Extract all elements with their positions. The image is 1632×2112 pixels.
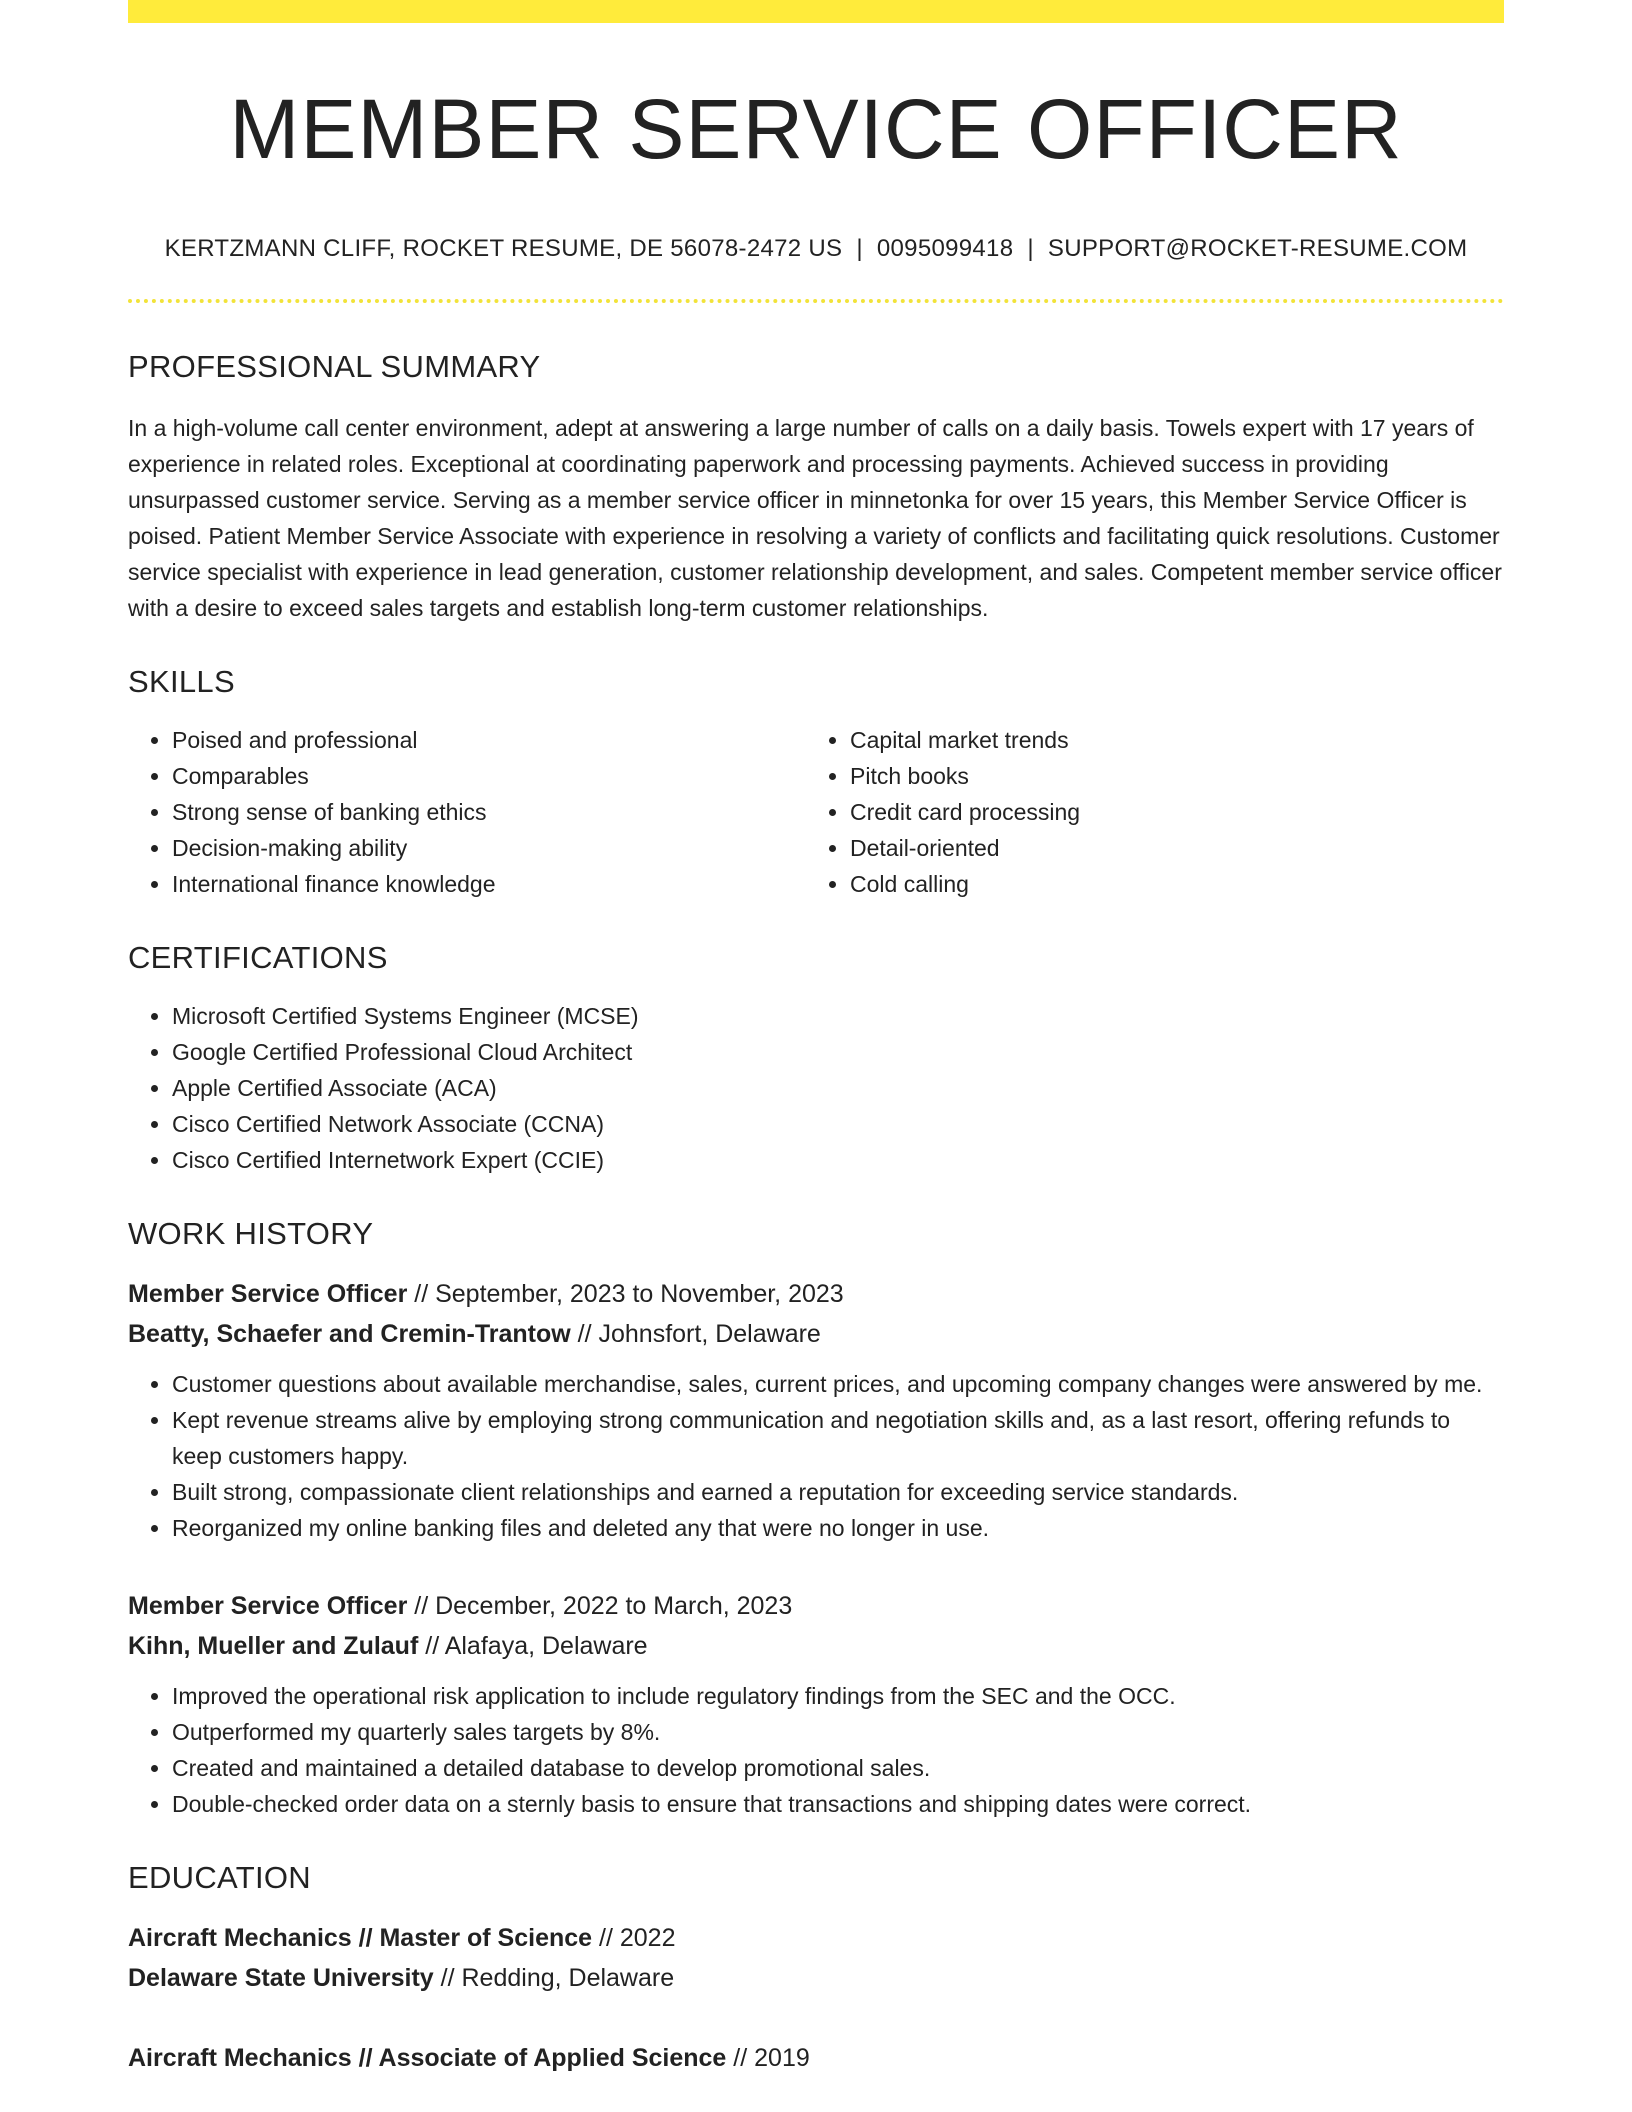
- job-company: Beatty, Schaefer and Cremin-Trantow: [128, 1320, 571, 1349]
- job-bullet: • Outperformed my quarterly sales targets by 8%.: [172, 1714, 1504, 1750]
- job-title-line: [128, 1274, 1504, 1314]
- job-bullet: • Built strong, compassionate client relationships and earned a reputation for exceeding service standards.: [172, 1474, 1504, 1510]
- education-entry: [128, 1918, 1504, 1998]
- education-school: Delaware State University: [128, 1964, 434, 1993]
- skill-item: • Comparables: [172, 758, 806, 794]
- education-year: // 2019: [733, 2044, 810, 2073]
- skill-item: • Decision-making ability: [172, 830, 806, 866]
- job-location: // Johnsfort, Delaware: [577, 1320, 821, 1349]
- job-dates: // December, 2022 to March, 2023: [414, 1592, 793, 1621]
- job-company: Kihn, Mueller and Zulauf: [128, 1632, 419, 1661]
- contact-separator: |: [1027, 235, 1034, 263]
- certification-item: • Microsoft Certified Systems Engineer (MCSE): [172, 998, 1504, 1034]
- resume-page: [128, 0, 1504, 2078]
- job-bullet: • Customer questions about available merchandise, sales, current prices, and upcoming company changes were answered by me.: [172, 1366, 1504, 1402]
- education-degree-line: [128, 2038, 1504, 2078]
- certification-item: • Google Certified Professional Cloud Architect: [172, 1034, 1504, 1070]
- job-company-line: [128, 1626, 1504, 1666]
- skill-item: • Poised and professional: [172, 722, 806, 758]
- contact-address: KERTZMANN CLIFF, ROCKET RESUME, DE 56078-2472 US: [164, 235, 843, 263]
- summary-text: In a high-volume call center environment, adept at answering a large number of calls on a daily basis. Towels expert with 17 years of experience in related roles. Exceptional at coordinating paperwork and processing payments. Achieved success in providing unsurpassed customer service. Serving as a member service officer in minnetonka for over 15 years, this Member Service Officer is poised. Patient Member Service Associate with experience in resolving a variety of conflicts and facilitating quick resolutions. Customer service specialist with experience in lead generation, customer relationship development, and sales. Competent member service officer with a desire to exceed sales targets and establish long-term customer relationships.: [128, 415, 1502, 622]
- job-dates: // September, 2023 to November, 2023: [414, 1280, 844, 1309]
- certification-item: • Cisco Certified Network Associate (CCNA): [172, 1106, 1504, 1142]
- job-bullet: • Reorganized my online banking files and deleted any that were no longer in use.: [172, 1510, 1504, 1546]
- job-bullets: [128, 1678, 1504, 1822]
- accent-bar: [128, 0, 1504, 23]
- job-company-line: [128, 1314, 1504, 1354]
- job-location: // Alafaya, Delaware: [425, 1632, 648, 1661]
- job-title: Member Service Officer: [128, 1280, 408, 1309]
- skill-item: • International finance knowledge: [172, 866, 806, 902]
- education-degree-line: [128, 1918, 1504, 1958]
- job-bullet: • Improved the operational risk application to include regulatory findings from the SEC and the OCC.: [172, 1678, 1504, 1714]
- certifications-heading: CERTIFICATIONS: [128, 940, 388, 976]
- job-entry: [128, 1586, 1504, 1822]
- skills-heading: SKILLS: [128, 664, 235, 700]
- summary-heading: PROFESSIONAL SUMMARY: [128, 349, 541, 385]
- contact-phone[interactable]: 0095099418: [876, 235, 1014, 263]
- skills-list-left: [128, 722, 806, 902]
- summary-section: [128, 349, 1504, 626]
- contact-email[interactable]: SUPPORT@ROCKET-RESUME.COM: [1047, 235, 1468, 263]
- skills-section: [128, 664, 1504, 902]
- skill-item: • Cold calling: [850, 866, 1484, 902]
- job-bullet: • Double-checked order data on a sternly basis to ensure that transactions and shipping dates were correct.: [172, 1786, 1504, 1822]
- job-bullets: [128, 1366, 1504, 1546]
- work-history-heading: WORK HISTORY: [128, 1216, 374, 1252]
- skill-item: • Strong sense of banking ethics: [172, 794, 806, 830]
- skill-item: • Pitch books: [850, 758, 1484, 794]
- job-title-line: [128, 1586, 1504, 1626]
- education-entry: [128, 2038, 1504, 2078]
- skills-grid: [128, 722, 1504, 902]
- job-title: Member Service Officer: [128, 1592, 408, 1621]
- education-year: // 2022: [599, 1924, 676, 1953]
- skill-item: • Detail-oriented: [850, 830, 1484, 866]
- contact-line: [128, 235, 1504, 263]
- certifications-section: [128, 940, 1504, 1178]
- education-school-line: [128, 1958, 1504, 1998]
- skill-item: • Credit card processing: [850, 794, 1484, 830]
- skill-item: • Capital market trends: [850, 722, 1484, 758]
- skills-list-right: [806, 722, 1484, 902]
- contact-separator: |: [856, 235, 863, 263]
- education-location: // Redding, Delaware: [440, 1964, 675, 1993]
- certification-item: • Apple Certified Associate (ACA): [172, 1070, 1504, 1106]
- header-divider: [128, 299, 1504, 303]
- work-history-section: [128, 1216, 1504, 1822]
- job-bullet: • Kept revenue streams alive by employing strong communication and negotiation skills and, as a last resort, offering refunds to keep customers happy.: [172, 1402, 1504, 1474]
- job-entry: [128, 1274, 1504, 1546]
- education-degree: Aircraft Mechanics // Associate of Applied Science: [128, 2044, 727, 2073]
- education-degree: Aircraft Mechanics // Master of Science: [128, 1924, 593, 1953]
- education-section: [128, 1860, 1504, 2078]
- resume-title: MEMBER SERVICE OFFICER: [229, 82, 1403, 176]
- certification-item: • Cisco Certified Internetwork Expert (CCIE): [172, 1142, 1504, 1178]
- certifications-list: [128, 998, 1504, 1178]
- education-heading: EDUCATION: [128, 1860, 311, 1896]
- job-bullet: • Created and maintained a detailed database to develop promotional sales.: [172, 1750, 1504, 1786]
